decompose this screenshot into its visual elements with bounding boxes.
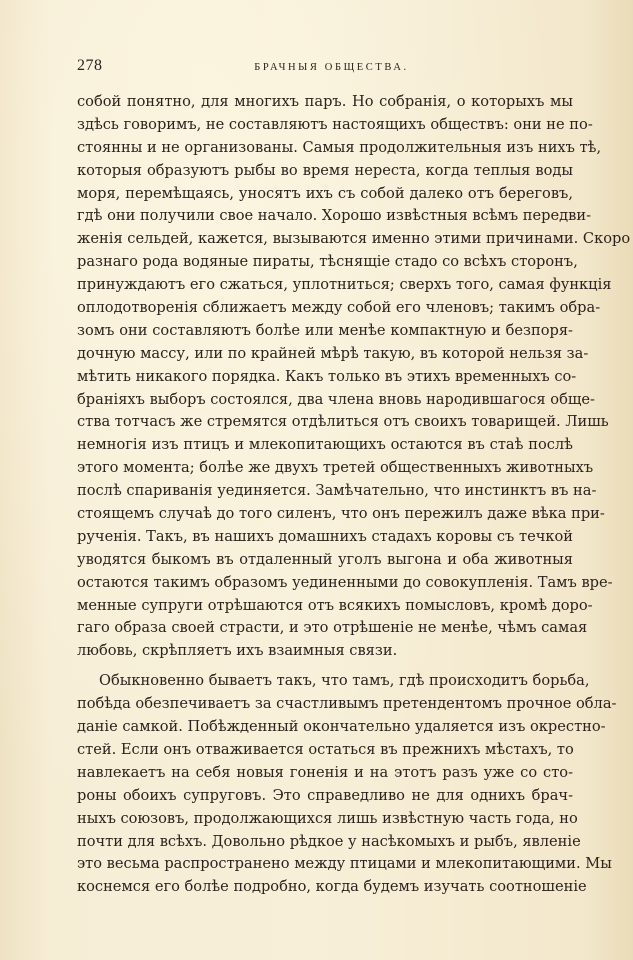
- text-line: побѣда обезпечиваетъ за счастливымъ претендентомъ прочное обла-: [77, 695, 617, 713]
- paragraph-gap: [77, 663, 573, 670]
- text-line: немногія изъ птицъ и млекопитающихъ остаются въ стаѣ послѣ: [77, 436, 573, 454]
- text-line: собой понятно, для многихъ паръ. Но собранія, о которыхъ мы: [77, 93, 573, 110]
- text-line: браніяхъ выборъ состоялся, два члена вновь народившагося обще-: [77, 390, 595, 408]
- text-line: оплодотворенія сближаетъ между собой его членовъ; такимъ обра-: [77, 299, 601, 317]
- text-line: даніе самкой. Побѣжденный окончательно удаляется изъ окрестно-: [77, 718, 606, 736]
- text-line: здѣсь говоримъ, не составляютъ настоящихъ обществъ: они не по-: [77, 115, 593, 133]
- running-title: БРАЧНЫЯ ОБЩЕСТВА.: [254, 62, 409, 73]
- text-line: почти для всѣхъ. Довольно рѣдкое у насѣкомыхъ и рыбъ, явленіе: [77, 832, 581, 850]
- paragraph: [77, 670, 617, 899]
- text-line: стей. Если онъ отваживается остаться въ прежнихъ мѣстахъ, то: [77, 740, 574, 758]
- text-line: коснемся его болѣе подробно, когда будемъ изучать соотношеніе: [77, 878, 587, 896]
- text-line: менные супруги отрѣшаются отъ всякихъ помысловъ, кромѣ доро-: [77, 596, 593, 614]
- text-line: зомъ они составляютъ болѣе или менѣе компактную и безпоря-: [77, 321, 573, 339]
- paragraph: [77, 91, 631, 663]
- text-line: женія сельдей, кажется, вызываются именно этими причинами. Скоро: [77, 230, 631, 248]
- text-line: ства тотчасъ же стремятся отдѣлиться отъ своихъ товарищей. Лишь: [77, 413, 609, 431]
- text-line: ныхъ союзовъ, продолжающихся лишь извѣстную часть года, но: [77, 809, 578, 827]
- text-line: разнаго рода водяные пираты, тѣснящіе стадо со всѣхъ сторонъ,: [77, 253, 578, 271]
- text-line: стоящемъ случаѣ до того силенъ, что онъ пережилъ даже вѣка при-: [77, 505, 605, 523]
- text-line: этого момента; болѣе же двухъ третей общественныхъ животныхъ: [77, 459, 594, 477]
- text-line: это весьма распространено между птицами и млекопитающими. Мы: [77, 855, 612, 873]
- page-number: 278: [77, 57, 103, 74]
- text-line: стоянны и не организованы. Самыя продолжительныя изъ нихъ тѣ,: [77, 138, 602, 156]
- text-line: уводятся быкомъ въ отдаленный уголъ выгона и оба животныя: [77, 550, 573, 568]
- text-line: гдѣ они получили свое начало. Хорошо извѣстныя всѣмъ передви-: [77, 207, 591, 225]
- text-line: любовь, скрѣпляетъ ихъ взаимныя связи.: [77, 642, 398, 660]
- text-line: рученія. Такъ, въ нашихъ домашнихъ стадахъ коровы съ течкой: [77, 527, 573, 545]
- text-line: остаются такимъ образомъ уединенными до совокупленія. Тамъ вре-: [77, 573, 613, 591]
- text-line: которыя образуютъ рыбы во время нереста, когда теплыя воды: [77, 161, 573, 179]
- text-line: дочную массу, или по крайней мѣрѣ такую, въ которой нельзя за-: [77, 344, 589, 362]
- text-line: моря, перемѣщаясь, уносятъ ихъ съ собой далеко отъ береговъ,: [77, 184, 573, 202]
- body-text: [77, 91, 631, 899]
- text-line: навлекаетъ на себя новыя гоненія и на этотъ разъ уже со сто-: [77, 763, 573, 781]
- text-line: принуждаютъ его сжаться, уплотниться; сверхъ того, самая функція: [77, 276, 612, 294]
- text-line: Обыкновенно бываетъ такъ, что тамъ, гдѣ происходитъ борьба,: [99, 672, 590, 690]
- text-line: мѣтить никакого порядка. Какъ только въ этихъ временныхъ со-: [77, 367, 577, 385]
- text-line: гаго образа своей страсти, и это отрѣшеніе не менѣе, чѣмъ самая: [77, 619, 588, 637]
- text-line: роны обоихъ супруговъ. Это справедливо не для однихъ брач-: [77, 786, 573, 804]
- text-line: послѣ спариванія уединяется. Замѣчательно, что инстинктъ въ на-: [77, 482, 597, 500]
